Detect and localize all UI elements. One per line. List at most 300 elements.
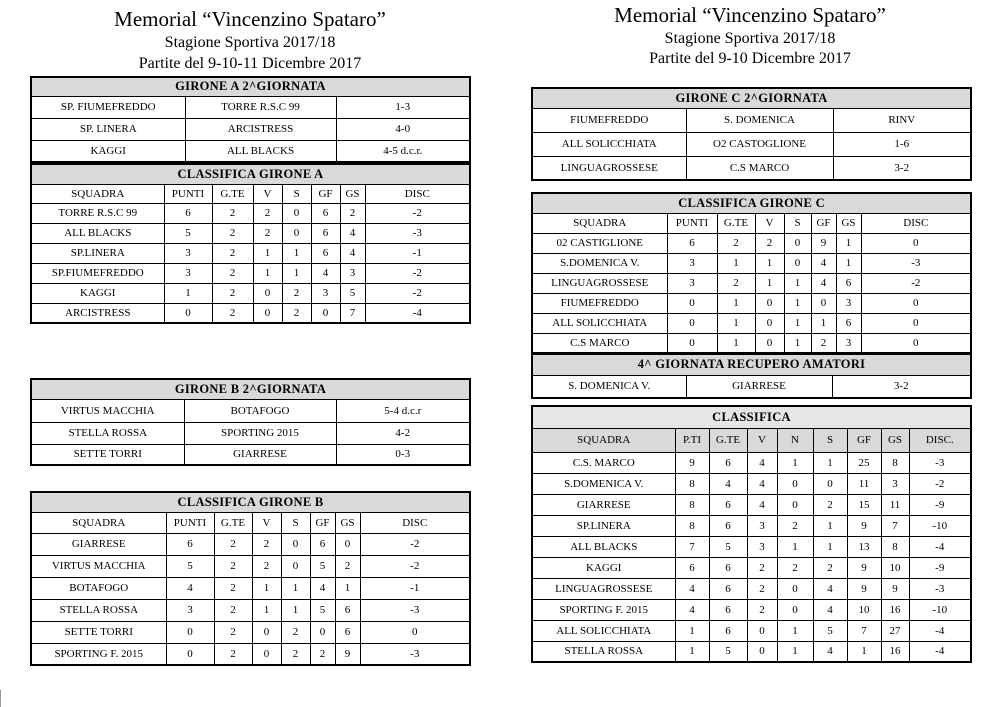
cell: 6 bbox=[836, 273, 861, 293]
cell: 5 bbox=[164, 223, 212, 243]
cell: 2 bbox=[777, 515, 813, 536]
table-row bbox=[532, 557, 971, 578]
cell: ALL SOLICCHIATA bbox=[532, 620, 675, 641]
cell: 0 bbox=[861, 333, 971, 353]
cell: 2 bbox=[747, 578, 777, 599]
left-season: Stagione Sportiva 2017/18 bbox=[164, 34, 336, 51]
table-row bbox=[31, 243, 470, 263]
cell: 0 bbox=[360, 621, 470, 643]
cell: 4 bbox=[747, 452, 777, 473]
cell: 6 bbox=[709, 578, 747, 599]
col-s: S bbox=[784, 213, 811, 233]
cell: 1 bbox=[836, 233, 861, 253]
table-row bbox=[31, 203, 470, 223]
col-gs: GS bbox=[335, 512, 360, 533]
cell: 13 bbox=[847, 536, 881, 557]
cell: 2 bbox=[214, 621, 252, 643]
col-gte: G.TE bbox=[214, 512, 252, 533]
col-s: S bbox=[282, 184, 311, 203]
cell: -2 bbox=[365, 203, 470, 223]
col-pti: P.TI bbox=[675, 428, 709, 452]
cell: 6 bbox=[311, 223, 340, 243]
cell: 2 bbox=[212, 223, 253, 243]
cell: 3 bbox=[164, 243, 212, 263]
cell: 27 bbox=[881, 620, 909, 641]
cell: 3 bbox=[340, 263, 365, 283]
cell: GIARRESE bbox=[31, 533, 166, 555]
cell: 2 bbox=[212, 263, 253, 283]
recupero-title: 4^ GIORNATA RECUPERO AMATORI bbox=[532, 354, 971, 375]
home-team: VIRTUS MACCHIA bbox=[31, 399, 184, 422]
girone-b-results-table bbox=[30, 378, 471, 466]
table-row bbox=[532, 452, 971, 473]
col-gte: G.TE bbox=[212, 184, 253, 203]
match-row bbox=[31, 140, 470, 162]
cell: 6 bbox=[335, 621, 360, 643]
cell: 2 bbox=[813, 557, 847, 578]
cell: 2 bbox=[253, 203, 282, 223]
cell: 0 bbox=[747, 620, 777, 641]
home-team: LINGUAGROSSESE bbox=[532, 156, 686, 180]
cell: 2 bbox=[335, 555, 360, 577]
cell: -3 bbox=[861, 253, 971, 273]
cell: 6 bbox=[311, 203, 340, 223]
cell: 1 bbox=[717, 293, 755, 313]
cell: 0 bbox=[777, 578, 813, 599]
cell: -1 bbox=[360, 577, 470, 599]
cell: -2 bbox=[360, 555, 470, 577]
cell: 2 bbox=[281, 621, 310, 643]
cell: VIRTUS MACCHIA bbox=[31, 555, 166, 577]
away-team: ALL BLACKS bbox=[185, 140, 336, 162]
cell: 2 bbox=[253, 223, 282, 243]
col-gte: G.TE bbox=[717, 213, 755, 233]
cell: 1 bbox=[813, 452, 847, 473]
cell: 3 bbox=[667, 253, 717, 273]
cell: SP.LINERA bbox=[532, 515, 675, 536]
cell: 2 bbox=[252, 533, 281, 555]
cell: 5 bbox=[310, 599, 335, 621]
cell: -2 bbox=[365, 263, 470, 283]
cell: 9 bbox=[811, 233, 836, 253]
cell: 2 bbox=[717, 233, 755, 253]
cell: FIUMEFREDDO bbox=[532, 293, 667, 313]
cell: 2 bbox=[212, 203, 253, 223]
cell: 3 bbox=[747, 536, 777, 557]
table-row bbox=[532, 620, 971, 641]
cell: 0 bbox=[755, 313, 784, 333]
cell: 6 bbox=[335, 599, 360, 621]
cell: -3 bbox=[909, 452, 971, 473]
col-s: S bbox=[281, 512, 310, 533]
cell: 0 bbox=[755, 293, 784, 313]
cell: -9 bbox=[909, 494, 971, 515]
cell: -2 bbox=[365, 283, 470, 303]
cell: 4 bbox=[813, 641, 847, 662]
cell: 2 bbox=[310, 643, 335, 665]
cell: 1 bbox=[755, 273, 784, 293]
score: 3-2 bbox=[832, 375, 971, 398]
cell: 0 bbox=[811, 293, 836, 313]
table-row bbox=[31, 599, 470, 621]
table-row bbox=[31, 263, 470, 283]
table-row bbox=[532, 641, 971, 662]
cell: 1 bbox=[777, 452, 813, 473]
girone-c-title: GIRONE C 2^GIORNATA bbox=[532, 88, 971, 108]
table-row bbox=[532, 253, 971, 273]
cell: SP.FIUMEFREDDO bbox=[31, 263, 164, 283]
cell: 1 bbox=[847, 641, 881, 662]
cell: 1 bbox=[813, 515, 847, 536]
cell: 5 bbox=[709, 536, 747, 557]
cell: 0 bbox=[252, 621, 281, 643]
right-dates: Partite del 9-10 Dicembre 2017 bbox=[649, 50, 851, 67]
home-team: S. DOMENICA V. bbox=[532, 375, 686, 398]
home-team: ALL SOLICCHIATA bbox=[532, 132, 686, 156]
cell: 11 bbox=[847, 473, 881, 494]
cell: 0 bbox=[777, 599, 813, 620]
cell: 4 bbox=[811, 253, 836, 273]
table-row bbox=[31, 555, 470, 577]
cell: -3 bbox=[360, 599, 470, 621]
cell: 2 bbox=[214, 577, 252, 599]
score: 4-5 d.c.r. bbox=[336, 140, 470, 162]
cell: 6 bbox=[164, 203, 212, 223]
cell: 1 bbox=[755, 253, 784, 273]
cell: 9 bbox=[675, 452, 709, 473]
cell: 0 bbox=[281, 533, 310, 555]
column-header-row bbox=[532, 213, 971, 233]
cell: 3 bbox=[881, 473, 909, 494]
cell: 4 bbox=[813, 578, 847, 599]
cell: -1 bbox=[365, 243, 470, 263]
cell: 1 bbox=[717, 333, 755, 353]
home-team: SETTE TORRI bbox=[31, 444, 184, 465]
match-row bbox=[31, 444, 470, 465]
col-punti: PUNTI bbox=[667, 213, 717, 233]
cell: -4 bbox=[909, 641, 971, 662]
table-row bbox=[532, 273, 971, 293]
table-row bbox=[31, 303, 470, 323]
cell: ALL BLACKS bbox=[31, 223, 164, 243]
cell: 0 bbox=[282, 223, 311, 243]
cell: 0 bbox=[166, 621, 214, 643]
away-team: GIARRESE bbox=[686, 375, 832, 398]
cell: 10 bbox=[847, 599, 881, 620]
cell: -4 bbox=[909, 620, 971, 641]
cell: 25 bbox=[847, 452, 881, 473]
cell: C.S MARCO bbox=[532, 333, 667, 353]
home-team: FIUMEFREDDO bbox=[532, 108, 686, 132]
table-row bbox=[31, 621, 470, 643]
classifica-amatori-table bbox=[531, 405, 972, 663]
cell: 6 bbox=[709, 452, 747, 473]
cell: -3 bbox=[360, 643, 470, 665]
cell: 0 bbox=[667, 293, 717, 313]
cell: 1 bbox=[784, 313, 811, 333]
cell: 5 bbox=[340, 283, 365, 303]
right-season: Stagione Sportiva 2017/18 bbox=[664, 30, 836, 47]
home-team: SP. FIUMEFREDDO bbox=[31, 96, 185, 118]
away-team: C.S MARCO bbox=[686, 156, 833, 180]
cell: 1 bbox=[784, 333, 811, 353]
cell: LINGUAGROSSESE bbox=[532, 273, 667, 293]
cell: 4 bbox=[675, 599, 709, 620]
col-punti: PUNTI bbox=[164, 184, 212, 203]
cell: SPORTING F. 2015 bbox=[532, 599, 675, 620]
cell: 2 bbox=[340, 203, 365, 223]
cell: 9 bbox=[881, 578, 909, 599]
cell: 0 bbox=[164, 303, 212, 323]
match-row bbox=[532, 375, 971, 398]
match-row bbox=[31, 422, 470, 444]
cell: 0 bbox=[861, 233, 971, 253]
cell: 1 bbox=[836, 253, 861, 273]
cell: 2 bbox=[282, 303, 311, 323]
cell: TORRE R.S.C 99 bbox=[31, 203, 164, 223]
match-row bbox=[31, 96, 470, 118]
col-punti: PUNTI bbox=[166, 512, 214, 533]
cell: -10 bbox=[909, 599, 971, 620]
cell: GIARRESE bbox=[532, 494, 675, 515]
cell: 2 bbox=[212, 243, 253, 263]
cell: 1 bbox=[777, 536, 813, 557]
cell: BOTAFOGO bbox=[31, 577, 166, 599]
cell: 3 bbox=[166, 599, 214, 621]
classifica-c-title: CLASSIFICA GIRONE C bbox=[532, 193, 971, 213]
cell: 4 bbox=[310, 577, 335, 599]
table-row bbox=[532, 293, 971, 313]
col-v: V bbox=[747, 428, 777, 452]
col-gf: GF bbox=[310, 512, 335, 533]
score: 5-4 d.c.r bbox=[336, 399, 470, 422]
score: 4-2 bbox=[336, 422, 470, 444]
cell: 4 bbox=[340, 223, 365, 243]
cell: 1 bbox=[252, 577, 281, 599]
cell: 1 bbox=[282, 243, 311, 263]
cell: -2 bbox=[909, 473, 971, 494]
cell: -2 bbox=[360, 533, 470, 555]
girone-b-title: GIRONE B 2^GIORNATA bbox=[31, 379, 470, 399]
match-row bbox=[532, 132, 971, 156]
match-row bbox=[532, 156, 971, 180]
cell: 1 bbox=[253, 243, 282, 263]
cell: 0 bbox=[311, 303, 340, 323]
table-row bbox=[532, 313, 971, 333]
cell: LINGUAGROSSESE bbox=[532, 578, 675, 599]
cell: 8 bbox=[881, 452, 909, 473]
cell: STELLA ROSSA bbox=[532, 641, 675, 662]
cell: 02 CASTIGLIONE bbox=[532, 233, 667, 253]
cell: 4 bbox=[747, 473, 777, 494]
col-squadra: SQUADRA bbox=[31, 512, 166, 533]
table-row bbox=[532, 515, 971, 536]
col-n: N bbox=[777, 428, 813, 452]
home-team: KAGGI bbox=[31, 140, 185, 162]
cell: 0 bbox=[166, 643, 214, 665]
cell: 2 bbox=[214, 643, 252, 665]
cell: S.DOMENICA V. bbox=[532, 473, 675, 494]
cell: 0 bbox=[784, 253, 811, 273]
cell: 4 bbox=[340, 243, 365, 263]
cell: 10 bbox=[881, 557, 909, 578]
cell: 2 bbox=[281, 643, 310, 665]
cell: SETTE TORRI bbox=[31, 621, 166, 643]
cell: 11 bbox=[881, 494, 909, 515]
away-team: ARCISTRESS bbox=[185, 118, 336, 140]
cell: 1 bbox=[717, 313, 755, 333]
col-disc: DISC bbox=[360, 512, 470, 533]
col-v: V bbox=[755, 213, 784, 233]
cell: KAGGI bbox=[532, 557, 675, 578]
cell: 2 bbox=[212, 283, 253, 303]
cell: 7 bbox=[881, 515, 909, 536]
home-team: STELLA ROSSA bbox=[31, 422, 184, 444]
cell: 9 bbox=[847, 557, 881, 578]
cell: 2 bbox=[747, 599, 777, 620]
cell: 1 bbox=[281, 577, 310, 599]
match-row bbox=[31, 118, 470, 140]
cell: 9 bbox=[847, 578, 881, 599]
cell: 6 bbox=[709, 557, 747, 578]
column-header-row bbox=[31, 512, 470, 533]
cell: -9 bbox=[909, 557, 971, 578]
cell: 0 bbox=[813, 473, 847, 494]
cell: SP.LINERA bbox=[31, 243, 164, 263]
cell: SPORTING F. 2015 bbox=[31, 643, 166, 665]
cell: 1 bbox=[164, 283, 212, 303]
cell: ALL SOLICCHIATA bbox=[532, 313, 667, 333]
cell: 6 bbox=[709, 599, 747, 620]
cell: 3 bbox=[836, 293, 861, 313]
cell: 6 bbox=[709, 515, 747, 536]
cell: 1 bbox=[784, 273, 811, 293]
score: 1-3 bbox=[336, 96, 470, 118]
cell: 5 bbox=[310, 555, 335, 577]
cell: 1 bbox=[675, 641, 709, 662]
cell: 8 bbox=[881, 536, 909, 557]
cell: 2 bbox=[214, 555, 252, 577]
cell: 1 bbox=[813, 536, 847, 557]
cell: 2 bbox=[811, 333, 836, 353]
cell: 3 bbox=[667, 273, 717, 293]
match-row bbox=[31, 399, 470, 422]
girone-a-title: GIRONE A 2^GIORNATA bbox=[31, 77, 470, 96]
right-title: Memorial “Vincenzino Spataro” bbox=[614, 3, 886, 27]
cell: 0 bbox=[310, 621, 335, 643]
score: 4-0 bbox=[336, 118, 470, 140]
cell: KAGGI bbox=[31, 283, 164, 303]
cell: 3 bbox=[311, 283, 340, 303]
match-row bbox=[532, 108, 971, 132]
col-squadra: SQUADRA bbox=[31, 184, 164, 203]
cell: 0 bbox=[667, 313, 717, 333]
cell: 6 bbox=[709, 620, 747, 641]
away-team: BOTAFOGO bbox=[184, 399, 336, 422]
away-team: SPORTING 2015 bbox=[184, 422, 336, 444]
cell: 0 bbox=[784, 233, 811, 253]
cell: 6 bbox=[166, 533, 214, 555]
cell: 4 bbox=[675, 578, 709, 599]
score: 1-6 bbox=[833, 132, 971, 156]
cell: C.S. MARCO bbox=[532, 452, 675, 473]
cell: 6 bbox=[311, 243, 340, 263]
cell: 4 bbox=[811, 273, 836, 293]
cell: 4 bbox=[166, 577, 214, 599]
cell: 2 bbox=[747, 557, 777, 578]
cell: 0 bbox=[335, 533, 360, 555]
cell: 6 bbox=[836, 313, 861, 333]
cell: 2 bbox=[717, 273, 755, 293]
col-squadra: SQUADRA bbox=[532, 213, 667, 233]
col-gte: G.TE bbox=[709, 428, 747, 452]
cell: 16 bbox=[881, 599, 909, 620]
cell: 8 bbox=[675, 494, 709, 515]
cell: 3 bbox=[747, 515, 777, 536]
col-squadra: SQUADRA bbox=[532, 428, 675, 452]
table-row bbox=[532, 494, 971, 515]
cell: 9 bbox=[847, 515, 881, 536]
col-gs: GS bbox=[340, 184, 365, 203]
away-team: O2 CASTOGLIONE bbox=[686, 132, 833, 156]
col-gs: GS bbox=[836, 213, 861, 233]
col-v: V bbox=[252, 512, 281, 533]
cell: 6 bbox=[310, 533, 335, 555]
away-team: GIARRESE bbox=[184, 444, 336, 465]
col-gf: GF bbox=[847, 428, 881, 452]
cell: 0 bbox=[253, 303, 282, 323]
cell: 0 bbox=[282, 203, 311, 223]
cell: 2 bbox=[282, 283, 311, 303]
girone-c-results-table bbox=[531, 87, 972, 181]
cell: 0 bbox=[747, 641, 777, 662]
cell: 4 bbox=[813, 599, 847, 620]
cell: 0 bbox=[777, 473, 813, 494]
col-s: S bbox=[813, 428, 847, 452]
cell: 3 bbox=[836, 333, 861, 353]
score: 3-2 bbox=[833, 156, 971, 180]
left-dates: Partite del 9-10-11 Dicembre 2017 bbox=[138, 55, 362, 72]
home-team: SP. LINERA bbox=[31, 118, 185, 140]
cell: 0 bbox=[777, 494, 813, 515]
cell: 2 bbox=[755, 233, 784, 253]
cell: -2 bbox=[861, 273, 971, 293]
cell: 1 bbox=[253, 263, 282, 283]
cell: 16 bbox=[881, 641, 909, 662]
classifica-b-title: CLASSIFICA GIRONE B bbox=[31, 492, 470, 512]
table-row bbox=[31, 223, 470, 243]
left-title: Memorial “Vincenzino Spataro” bbox=[114, 7, 386, 31]
cell: ALL BLACKS bbox=[532, 536, 675, 557]
col-gf: GF bbox=[811, 213, 836, 233]
cell: 4 bbox=[311, 263, 340, 283]
cell: 0 bbox=[861, 313, 971, 333]
cell: 3 bbox=[164, 263, 212, 283]
cell: 7 bbox=[340, 303, 365, 323]
cell: 2 bbox=[777, 557, 813, 578]
cell: -3 bbox=[909, 578, 971, 599]
cell: 2 bbox=[813, 494, 847, 515]
table-row bbox=[532, 233, 971, 253]
cell: ARCISTRESS bbox=[31, 303, 164, 323]
cell: -4 bbox=[909, 536, 971, 557]
cell: -4 bbox=[365, 303, 470, 323]
col-gf: GF bbox=[311, 184, 340, 203]
cell: 5 bbox=[709, 641, 747, 662]
table-row bbox=[31, 283, 470, 303]
cell: -3 bbox=[365, 223, 470, 243]
cell: 1 bbox=[777, 620, 813, 641]
